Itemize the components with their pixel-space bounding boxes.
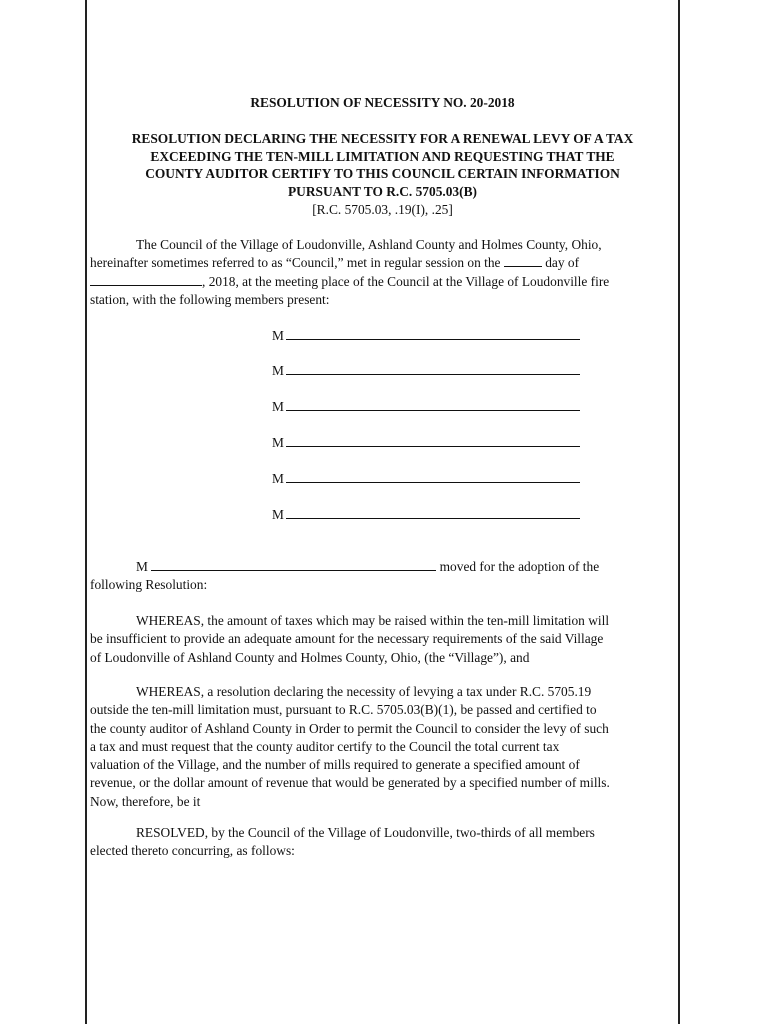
intro-line xyxy=(90,254,676,272)
resolved-line: RESOLVED, by the Council of the Village of Loudonville, two-thirds of all members xyxy=(136,825,595,840)
member-signature-line xyxy=(272,362,580,379)
whereas-paragraph-2 xyxy=(90,683,676,811)
motion-line xyxy=(90,558,676,576)
heading-line: EXCEEDING THE TEN-MILL LIMITATION AND REQUESTING THAT THE xyxy=(150,148,615,164)
member-prefix: M xyxy=(272,328,284,343)
day-blank[interactable] xyxy=(504,254,542,267)
motion-paragraph xyxy=(90,558,676,595)
member-signature-line xyxy=(272,506,580,523)
whereas-line: a tax and must request that the county auditor certify to the Council the total current tax xyxy=(90,738,560,754)
member-signature-line xyxy=(272,470,580,487)
whereas-line: Now, therefore, be it xyxy=(90,793,201,809)
resolved-line: elected thereto concurring, as follows: xyxy=(90,843,295,859)
page-border-right xyxy=(678,0,680,1024)
whereas-line: of Loudonville of Ashland County and Holmes County, Ohio, (the “Village”), and xyxy=(90,649,530,665)
whereas-line: outside the ten-mill limitation must, pursuant to R.C. 5705.03(B)(1), be passed and certified to xyxy=(90,702,597,718)
heading-line: COUNTY AUDITOR CERTIFY TO THIS COUNCIL CERTAIN INFORMATION xyxy=(145,166,620,182)
resolution-number-title: RESOLUTION OF NECESSITY NO. 20-2018 xyxy=(250,95,515,110)
member-prefix: M xyxy=(272,507,284,522)
whereas-line: be insufficient to provide an adequate amount for the necessary requirements of the said Village xyxy=(90,631,604,647)
member-blank[interactable] xyxy=(286,506,580,519)
mover-blank[interactable] xyxy=(151,558,436,571)
whereas-line: valuation of the Village, and the number of mills required to generate a specified amount of xyxy=(90,757,580,773)
intro-text: , 2018, at the meeting place of the Council at the Village of Loudonville fire xyxy=(202,273,610,289)
motion-prefix: M xyxy=(136,559,148,574)
intro-text: day of xyxy=(545,255,580,271)
intro-line xyxy=(90,273,676,291)
member-prefix: M xyxy=(272,471,284,486)
heading-line: RESOLUTION DECLARING THE NECESSITY FOR A RENEWAL LEVY OF A TAX xyxy=(131,131,634,146)
member-signature-line xyxy=(272,327,580,344)
resolved-paragraph xyxy=(90,824,676,861)
heading-line: PURSUANT TO R.C. 5705.03(B) xyxy=(288,183,477,199)
member-blank[interactable] xyxy=(286,434,580,447)
month-blank[interactable] xyxy=(90,273,202,286)
whereas-paragraph-1 xyxy=(90,612,676,667)
member-prefix: M xyxy=(272,435,284,450)
member-signature-line xyxy=(272,398,580,415)
motion-line: following Resolution: xyxy=(90,577,208,593)
resolution-heading xyxy=(87,130,678,200)
member-blank[interactable] xyxy=(286,327,580,340)
member-blank[interactable] xyxy=(286,398,580,411)
statute-citation: [R.C. 5705.03, .19(I), .25] xyxy=(312,202,453,217)
member-blank[interactable] xyxy=(286,362,580,375)
whereas-line: the county auditor of Ashland County in Order to permit the Council to consider the levy of such xyxy=(90,720,609,736)
whereas-line: WHEREAS, the amount of taxes which may be raised within the ten-mill limitation will xyxy=(136,613,610,628)
motion-suffix: moved for the adoption of the xyxy=(439,559,600,574)
member-prefix: M xyxy=(272,363,284,378)
whereas-line: WHEREAS, a resolution declaring the necessity of levying a tax under R.C. 5705.19 xyxy=(136,684,592,699)
whereas-line: revenue, or the dollar amount of revenue that would be generated by a specified number of mills. xyxy=(90,775,610,791)
intro-paragraph xyxy=(90,236,676,309)
intro-line: The Council of the Village of Loudonville, Ashland County and Holmes County, Ohio, xyxy=(136,237,602,252)
member-prefix: M xyxy=(272,399,284,414)
intro-line: station, with the following members present: xyxy=(90,291,330,307)
member-signature-line xyxy=(272,434,580,451)
intro-text: hereinafter sometimes referred to as “Council,” met in regular session on the xyxy=(90,255,501,271)
member-blank[interactable] xyxy=(286,470,580,483)
